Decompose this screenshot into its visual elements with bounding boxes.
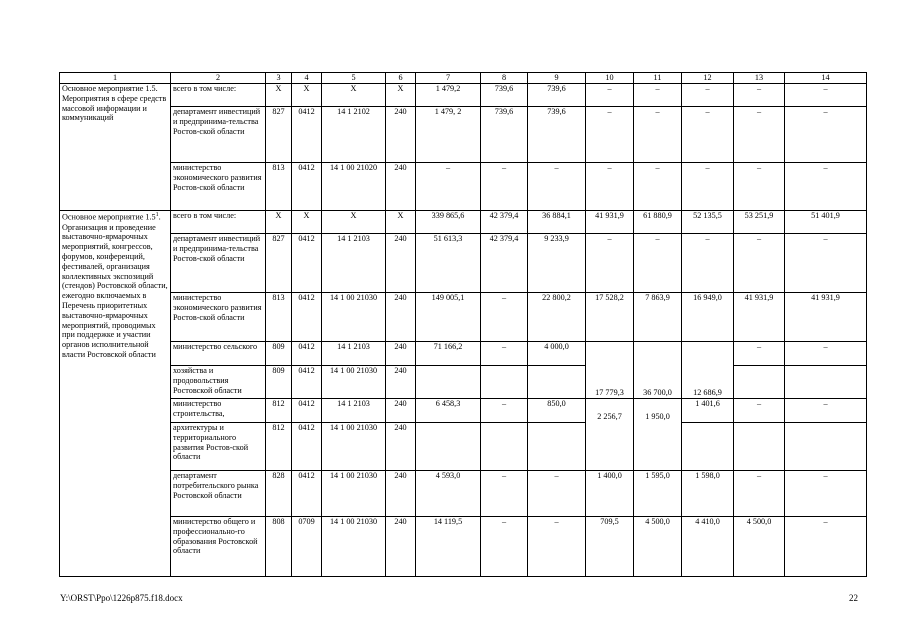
table-row: министерство сельского 809 0412 14 1 2103 240 71 166,2 – 4 000,0 17 779,3 36 700,0 12 686,9 – – <box>60 342 867 366</box>
table-row: министерство общего и профессионально-го образования Ростовской области 808 0709 14 1 00 21030 240 14 119,5 – – 709,5 4 500,0 4 410,0 4 500,0 – <box>60 517 867 577</box>
col-header-5: 5 <box>322 73 386 84</box>
col-header-11: 11 <box>634 73 682 84</box>
col-header-6: 6 <box>386 73 416 84</box>
col-header-10: 10 <box>586 73 634 84</box>
header-row <box>60 73 867 84</box>
activity-title: Основное мероприятие $1.5^1$. Организация и проведение выставочно-ярмарочных мероприятий, конгрессов, форумов, конференций, фестивалей, организация коллективных экспозиций (стендов) Ростовской области, ежегодно включаемых в Перечень приоритетных выставочно-ярмарочных мероприятий, проводимых при поддержке и участии органов исполнительной власти Ростовской области <box>60 211 171 577</box>
row-name: архитектуры и территориального развития Ростов-ской области <box>171 423 266 471</box>
table-row: министерство экономического развития Ростов-ской области 813 0412 14 1 00 21020 240 – – – – – – – – <box>60 163 867 211</box>
col-header-7: 7 <box>416 73 481 84</box>
col-header-8: 8 <box>481 73 528 84</box>
row-name: департамент инвестиций и предпринима-тельства Ростов-ской области <box>171 234 266 293</box>
table-row: министерство строительства, 812 0412 14 1 2103 240 6 458,3 – 850,0 2 256,7 1 950,0 1 401,6 – – <box>60 399 867 423</box>
col-header-14: 14 <box>785 73 867 84</box>
col-header-9: 9 <box>528 73 586 84</box>
col-header-13: 13 <box>734 73 785 84</box>
row-name: министерство экономического развития Ростов-ской области <box>171 163 266 211</box>
row-name: министерство строительства, <box>171 399 266 423</box>
budget-table <box>59 72 867 577</box>
row-name: департамент инвестиций и предпринима-тельства Ростов-ской области <box>171 107 266 163</box>
page-number: 22 <box>849 593 858 603</box>
table-row: департамент потребительского рынка Ростовской области 828 0412 14 1 00 21030 240 4 593,0 – – 1 400,0 1 595,0 1 598,0 – – <box>60 471 867 517</box>
file-path: Y:\ORST\Ppo\1226p875.f18.docx <box>60 593 183 603</box>
row-name: министерство сельского <box>171 342 266 366</box>
col-header-4: 4 <box>292 73 322 84</box>
row-name: хозяйства и продовольствия Ростовской области <box>171 366 266 399</box>
row-name: министерство экономического развития Ростов-ской области <box>171 293 266 342</box>
table-row: министерство экономического развития Ростов-ской области 813 0412 14 1 00 21030 240 149 005,1 – 22 800,2 17 528,2 7 863,9 16 949,0 41 931,9 41 931,9 <box>60 293 867 342</box>
table-row: департамент инвестиций и предпринима-тельства Ростов-ской области 827 0412 14 1 2102 240 1 479, 2 739,6 739,6 – – – – – <box>60 107 867 163</box>
activity-title: Основное мероприятие 1.5. Мероприятия в сфере средств массовой информации и коммуникаций <box>60 84 171 211</box>
table-row: хозяйства и продовольствия Ростовской области 809 0412 14 1 00 21030 240 <box>60 366 867 399</box>
col-header-2: 2 <box>171 73 266 84</box>
row-name: департамент потребительского рынка Ростовской области <box>171 471 266 517</box>
table-row: департамент инвестиций и предпринима-тельства Ростов-ской области 827 0412 14 1 2103 240 51 613,3 42 379,4 9 233,9 – – – – – <box>60 234 867 293</box>
col-header-3: 3 <box>266 73 292 84</box>
col-header-1: 1 <box>60 73 171 84</box>
row-name: всего в том числе: <box>171 84 266 107</box>
table-row: Основное мероприятие $1.5^1$. Организация и проведение выставочно-ярмарочных мероприятий, конгрессов, форумов, конференций, фестивалей, организация коллективных экспозиций (стендов) Ростовской области, ежегодно включаемых в Перечень приоритетных выставочно-ярмарочных мероприятий, проводимых при поддержке и участии органов исполнительной власти Ростовской области всего в том числе: Х Х Х Х 339 865,6 42 379,4 36 884,1 41 931,9 61 880,9 52 135,5 53 251,9 51 401,9 <box>60 211 867 234</box>
col-header-12: 12 <box>682 73 734 84</box>
row-name: всего в том числе: <box>171 211 266 234</box>
row-name: министерство общего и профессионально-го образования Ростовской области <box>171 517 266 577</box>
table-row: архитектуры и территориального развития Ростов-ской области 812 0412 14 1 00 21030 240 <box>60 423 867 471</box>
table-row: Основное мероприятие 1.5. Мероприятия в сфере средств массовой информации и коммуникаций всего в том числе: Х Х Х Х 1 479,2 739,6 739,6 – – – – – <box>60 84 867 107</box>
